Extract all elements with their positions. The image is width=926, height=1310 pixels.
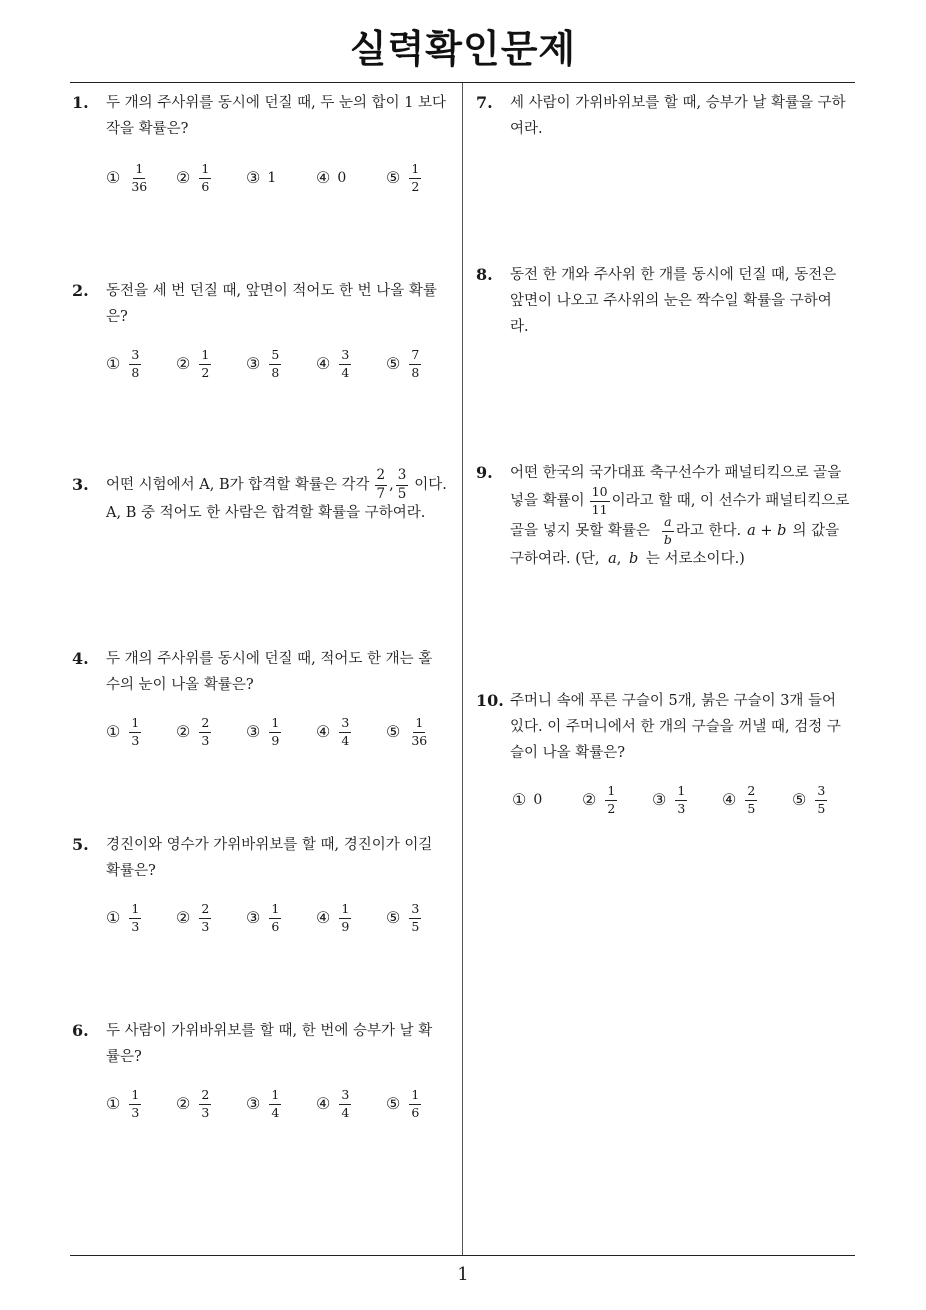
question-text <box>106 278 458 330</box>
problem-5 <box>72 832 458 942</box>
denominator: 2 <box>201 364 210 380</box>
numerator: 1 <box>269 903 281 919</box>
fraction <box>745 785 757 815</box>
answer-choice-2 <box>176 156 213 200</box>
problem-9 <box>476 460 862 580</box>
question-line: 두 개의 주사위를 동시에 던질 때, 적어도 한 개는 홀 <box>106 651 433 667</box>
choice-marker: ⑤ <box>386 908 401 927</box>
choice-marker: ③ <box>246 1094 261 1113</box>
problem-8 <box>476 262 860 346</box>
denominator: 3 <box>677 800 686 816</box>
denominator: 2 <box>607 800 616 816</box>
fraction <box>409 903 421 933</box>
denominator: 4 <box>271 1104 280 1120</box>
fraction <box>339 717 351 747</box>
problem-1 <box>72 90 458 200</box>
numerator: 1 <box>199 163 211 179</box>
numerator: 2 <box>199 903 211 919</box>
answer-choice-1 <box>106 342 143 386</box>
choice-marker: ④ <box>722 790 737 809</box>
answer-choice-1 <box>106 896 143 940</box>
question-text <box>106 467 458 526</box>
question-line: 세 사람이 가위바위보를 할 때, 승부가 날 확률을 구하 <box>510 95 846 111</box>
choice-marker: ③ <box>246 722 261 741</box>
question-line: 확률은? <box>106 863 156 879</box>
fraction <box>339 903 351 933</box>
numerator: 1 <box>675 785 687 801</box>
question-text <box>106 646 458 698</box>
answer-choice-2 <box>176 342 213 386</box>
answer-choice-1 <box>106 710 143 754</box>
question-text <box>510 688 862 766</box>
choice-marker: ④ <box>316 354 331 373</box>
choice-marker: ③ <box>246 168 261 187</box>
fraction: $\frac{3}{5}$ <box>397 467 407 502</box>
answer-choice-3 <box>652 778 689 822</box>
answer-choice-5 <box>386 342 423 386</box>
denominator: 4 <box>341 364 350 380</box>
answer-choice-5 <box>386 896 423 940</box>
choice-marker: ④ <box>316 722 331 741</box>
question-line: 경진이와 영수가 가위바위보를 할 때, 경진이가 이길 <box>106 837 433 853</box>
numerator: 1 <box>269 1089 281 1105</box>
denominator: 3 <box>201 918 210 934</box>
choice-marker: ⑤ <box>792 790 807 809</box>
answer-choice-4 <box>316 710 353 754</box>
fraction <box>605 785 617 815</box>
answer-choice-1 <box>106 156 151 200</box>
choice-value: 0 <box>533 792 543 808</box>
problem-6 <box>72 1018 458 1128</box>
numerator: 1 <box>605 785 617 801</box>
question-text <box>106 832 458 884</box>
answer-choices <box>106 156 456 200</box>
choice-marker: ⑤ <box>386 168 401 187</box>
question-line-start: 넣을 확률이 <box>510 493 585 509</box>
fraction <box>129 903 141 933</box>
answer-choices <box>106 896 456 940</box>
fraction <box>269 1089 281 1119</box>
fraction <box>199 349 211 379</box>
answer-choices <box>106 1082 456 1126</box>
question-text <box>510 90 860 142</box>
numerator: 7 <box>409 349 421 365</box>
fraction <box>409 1089 421 1119</box>
denominator: 6 <box>201 178 210 194</box>
denominator: 3 <box>131 732 140 748</box>
denominator: 6 <box>271 918 280 934</box>
choice-marker: ② <box>176 168 191 187</box>
choice-marker: ② <box>176 1094 191 1113</box>
fraction: $\frac{2}{7}$ <box>376 467 386 502</box>
numerator: 1 <box>129 1089 141 1105</box>
answer-choice-4 <box>316 342 353 386</box>
problem-2 <box>72 278 458 388</box>
problem-7 <box>476 90 860 150</box>
problem-4 <box>72 646 458 756</box>
question-line: 있다. 이 주머니에서 한 개의 구슬을 꺼낼 때, 검정 구 <box>510 719 841 735</box>
choice-marker: ③ <box>652 790 667 809</box>
question-text <box>510 262 860 340</box>
fraction <box>815 785 827 815</box>
denominator: 4 <box>341 732 350 748</box>
question-line <box>510 486 862 516</box>
fraction <box>269 717 281 747</box>
answer-choice-3 <box>246 710 283 754</box>
problem-number: 7. <box>476 93 493 112</box>
question-line: 수의 눈이 나올 확률은? <box>106 677 254 693</box>
answer-choice-5 <box>386 156 423 200</box>
choice-marker: ② <box>582 790 597 809</box>
question-line-start: 골을 넣지 못할 확률은 <box>510 523 650 539</box>
fraction <box>269 903 281 933</box>
denominator: 3 <box>131 1104 140 1120</box>
fraction <box>409 717 429 747</box>
question-line: 라. <box>510 319 529 335</box>
question-line: 동전을 세 번 던질 때, 앞면이 적어도 한 번 나올 확률 <box>106 283 437 299</box>
numerator: 1 <box>339 903 351 919</box>
math-variable: a <box>608 551 617 567</box>
choice-marker: ① <box>106 354 121 373</box>
fraction <box>199 163 211 193</box>
question-text <box>106 1018 458 1070</box>
question-line: 두 사람이 가위바위보를 할 때, 한 번에 승부가 날 확 <box>106 1023 433 1039</box>
math-variable: b <box>629 551 639 567</box>
fraction <box>199 1089 211 1119</box>
answer-choice-2 <box>176 710 213 754</box>
numerator: 1 <box>129 903 141 919</box>
choice-marker: ④ <box>316 1094 331 1113</box>
problem-number: 9. <box>476 463 493 482</box>
fraction <box>129 163 149 193</box>
choice-marker: ⑤ <box>386 1094 401 1113</box>
choice-marker: ⑤ <box>386 722 401 741</box>
denominator: 5 <box>747 800 756 816</box>
choice-marker: ③ <box>246 908 261 927</box>
fraction <box>129 1089 141 1119</box>
answer-choice-5 <box>792 778 829 822</box>
problem-10 <box>476 688 862 828</box>
denominator: 5 <box>411 918 420 934</box>
fraction <box>339 349 351 379</box>
numerator: 3 <box>409 903 421 919</box>
fraction <box>129 717 141 747</box>
problem-number: 3. <box>72 475 89 494</box>
denominator: 2 <box>411 178 420 194</box>
question-line: 은? <box>106 309 128 325</box>
answer-choice-4 <box>316 896 353 940</box>
question-line-start: 어떤 시험에서 A, B가 합격할 확률은 각각 <box>106 477 370 493</box>
question-line: 어떤 한국의 국가대표 축구선수가 패널티킥으로 골을 <box>510 465 842 481</box>
question-line: A, B 중 적어도 한 사람은 합격할 확률을 구하여라. <box>106 505 426 521</box>
problem-number: 4. <box>72 649 89 668</box>
denominator: 9 <box>341 918 350 934</box>
question-text <box>106 90 458 142</box>
choice-marker: ② <box>176 908 191 927</box>
problem-3 <box>72 467 458 530</box>
denominator: 3 <box>131 918 140 934</box>
choice-value: 0 <box>337 170 347 186</box>
question-line: 슬이 나올 확률은? <box>510 745 626 761</box>
column-divider <box>462 83 463 1255</box>
question-text <box>510 460 862 572</box>
problem-number: 6. <box>72 1021 89 1040</box>
question-line: 작을 확률은? <box>106 121 189 137</box>
fraction <box>675 785 687 815</box>
question-line-mid: 라고 한다. <box>675 523 742 539</box>
fraction <box>129 349 141 379</box>
fraction <box>199 903 211 933</box>
answer-choice-3 <box>246 156 276 200</box>
numerator: 2 <box>745 785 757 801</box>
numerator: 1 <box>409 1089 421 1105</box>
answer-choices <box>106 342 456 386</box>
problem-number: 2. <box>72 281 89 300</box>
math-expression: a + b <box>747 523 787 539</box>
denominator: 9 <box>271 732 280 748</box>
answer-choices <box>106 710 456 754</box>
fraction <box>409 349 421 379</box>
answer-choice-4 <box>316 1082 353 1126</box>
denominator: 8 <box>131 364 140 380</box>
answer-choice-5 <box>386 710 431 754</box>
question-line: 동전 한 개와 주사위 한 개를 동시에 던질 때, 동전은 <box>510 267 837 283</box>
problem-number: 5. <box>72 835 89 854</box>
numerator: 2 <box>199 1089 211 1105</box>
question-line: 여라. <box>510 121 543 137</box>
question-line: 앞면이 나오고 주사위의 눈은 짝수일 확률을 구하여 <box>510 293 832 309</box>
numerator: 2 <box>199 717 211 733</box>
answer-choice-3 <box>246 896 283 940</box>
choice-value: 1 <box>267 170 277 186</box>
numerator: 3 <box>339 349 351 365</box>
fraction <box>269 349 281 379</box>
answer-choice-3 <box>246 1082 283 1126</box>
question-line: 구하여라. (단, a, b 는 서로소이다.) <box>510 551 745 567</box>
fraction <box>339 1089 351 1119</box>
choice-marker: ② <box>176 354 191 373</box>
choice-marker: ① <box>106 722 121 741</box>
question-line <box>106 467 458 502</box>
answer-choices <box>512 778 862 822</box>
answer-choice-1 <box>106 1082 143 1126</box>
choice-marker: ① <box>106 168 121 187</box>
numerator: 1 <box>199 349 211 365</box>
question-line: 률은? <box>106 1049 142 1065</box>
answer-choice-4 <box>722 778 759 822</box>
question-line-end: 이다. <box>414 477 447 493</box>
problem-number: 10. <box>476 691 504 710</box>
question-line-end: 이라고 할 때, 이 선수가 패널티킥으로 <box>611 493 850 509</box>
page-title: 실력확인문제 <box>349 27 577 71</box>
denominator: 6 <box>411 1104 420 1120</box>
answer-choice-2 <box>176 1082 213 1126</box>
answer-choice-3 <box>246 342 283 386</box>
denominator: 8 <box>411 364 420 380</box>
denominator: 36 <box>411 732 428 748</box>
question-line <box>510 516 862 546</box>
numerator: 1 <box>413 717 425 733</box>
denominator: 36 <box>131 178 148 194</box>
problem-number: 1. <box>72 93 89 112</box>
question-line-end: 의 값을 <box>792 523 840 539</box>
fraction: $\frac{a}{b}$ <box>663 514 672 547</box>
choice-marker: ③ <box>246 354 261 373</box>
choice-marker: ① <box>106 908 121 927</box>
numerator: 3 <box>339 717 351 733</box>
numerator: 1 <box>269 717 281 733</box>
answer-choice-4 <box>316 156 346 200</box>
denominator: 3 <box>201 1104 210 1120</box>
numerator: 3 <box>815 785 827 801</box>
denominator: 5 <box>817 800 826 816</box>
comma: , <box>389 477 394 493</box>
numerator: 1 <box>129 717 141 733</box>
denominator: 8 <box>271 364 280 380</box>
answer-choice-5 <box>386 1082 423 1126</box>
fraction <box>199 717 211 747</box>
numerator: 1 <box>409 163 421 179</box>
numerator: 3 <box>339 1089 351 1105</box>
fraction: $\frac{10}{11}$ <box>591 484 608 517</box>
page-number: 1 <box>457 1264 469 1285</box>
bottom-rule <box>70 1255 855 1256</box>
choice-marker: ① <box>512 790 527 809</box>
answer-choice-2 <box>582 778 619 822</box>
choice-marker: ① <box>106 1094 121 1113</box>
numerator: 3 <box>129 349 141 365</box>
denominator: 3 <box>201 732 210 748</box>
question-line: 두 개의 주사위를 동시에 던질 때, 두 눈의 합이 1 보다 <box>106 95 447 111</box>
choice-marker: ④ <box>316 908 331 927</box>
denominator: 4 <box>341 1104 350 1120</box>
choice-marker: ④ <box>316 168 331 187</box>
numerator: 5 <box>269 349 281 365</box>
numerator: 1 <box>133 163 145 179</box>
choice-marker: ② <box>176 722 191 741</box>
answer-choice-1 <box>512 778 542 822</box>
answer-choice-2 <box>176 896 213 940</box>
question-line: 주머니 속에 푸른 구슬이 5개, 붉은 구슬이 3개 들어 <box>510 693 837 709</box>
choice-marker: ⑤ <box>386 354 401 373</box>
fraction <box>409 163 421 193</box>
problem-number: 8. <box>476 265 493 284</box>
